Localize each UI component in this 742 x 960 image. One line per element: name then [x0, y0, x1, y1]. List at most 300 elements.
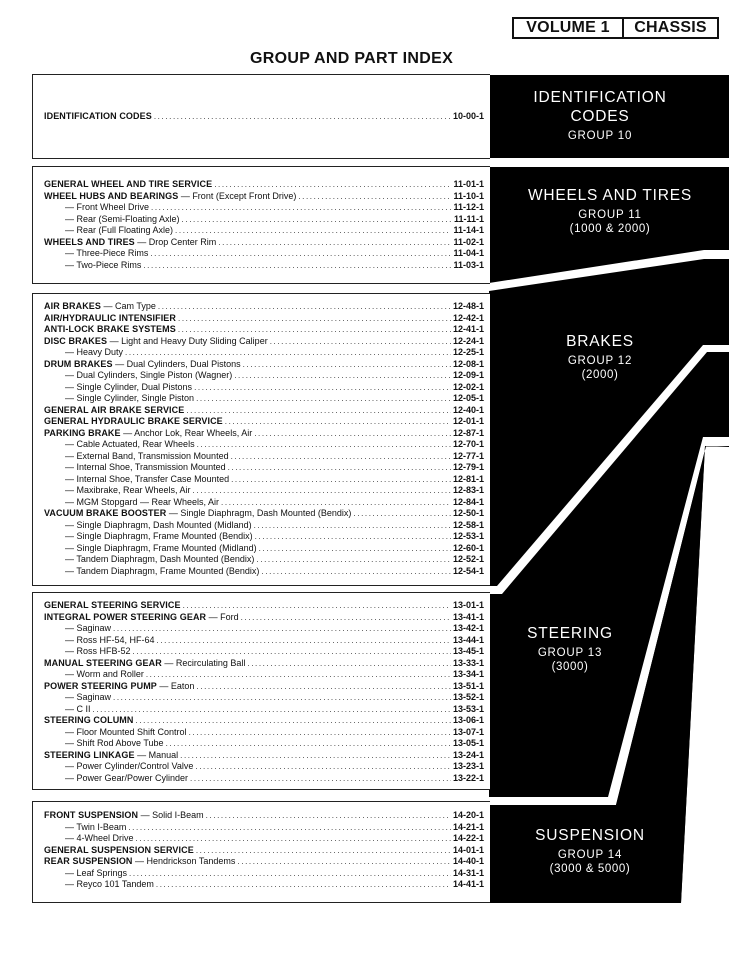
index-entry [44, 347, 484, 359]
entry-title [44, 451, 229, 463]
page-reference: 12-09-1 [452, 370, 484, 380]
page-reference: 13-34-1 [452, 669, 484, 679]
page-reference: 13-06-1 [452, 715, 484, 725]
entry-title [44, 658, 245, 670]
tab-title: BRAKES [566, 333, 634, 350]
index-entry [44, 566, 484, 578]
dot-leader [186, 405, 451, 417]
entry-subtopic: — Dual Cylinders, Dual Pistons [112, 358, 241, 369]
index-entry [44, 715, 484, 727]
entry-title [44, 324, 176, 336]
dot-leader [231, 474, 451, 486]
page-reference: 13-05-1 [452, 738, 484, 748]
page-reference: 14-22-1 [452, 833, 484, 843]
entry-title [44, 237, 216, 249]
entry-topic: GENERAL HYDRAULIC BRAKE SERVICE [44, 416, 223, 426]
dot-leader [178, 324, 451, 336]
entry-title [44, 248, 148, 260]
entry-title [44, 202, 149, 214]
tab-group-number: GROUP 10 [567, 130, 633, 142]
dot-leader [214, 179, 451, 191]
entry-topic: REAR SUSPENSION [44, 856, 133, 866]
entry-title [44, 474, 229, 486]
dot-leader [128, 822, 451, 834]
dot-leader [129, 868, 451, 880]
dot-leader [259, 543, 451, 555]
index-entry [44, 474, 484, 486]
dot-leader [221, 497, 451, 509]
index-entry [44, 497, 484, 509]
entry-topic: VACUUM BRAKE BOOSTER [44, 508, 167, 518]
index-entry [44, 531, 484, 543]
entry-title [44, 681, 194, 693]
entry-title [44, 191, 296, 203]
entry-subtopic: — Single Cylinder, Dual Pistons [65, 381, 193, 392]
entry-topic: AIR/HYDRAULIC INTENSIFIER [44, 312, 177, 323]
entry-title [44, 715, 134, 727]
group-13-index-box [32, 592, 490, 790]
page-reference: 13-22-1 [452, 772, 484, 783]
dot-leader [136, 833, 451, 845]
dot-leader [228, 462, 451, 474]
page-reference: 11-04-1 [453, 248, 484, 258]
entry-topic: MANUAL STEERING GEAR [44, 657, 162, 668]
dot-leader [143, 260, 451, 272]
dot-leader [166, 738, 451, 750]
entry-title [44, 301, 156, 313]
entry-title [44, 370, 232, 382]
entry-title [44, 822, 126, 834]
dot-leader [353, 508, 451, 520]
group-11-index-box [32, 166, 490, 284]
entry-title [44, 600, 181, 612]
index-entry [44, 543, 484, 555]
entry-subtopic: — Single Diaphragm, Frame Mounted (Bendix) [65, 531, 253, 541]
dot-leader [157, 635, 451, 647]
dot-leader [231, 451, 451, 463]
page-reference: 12-01-1 [452, 416, 484, 426]
dot-leader [93, 704, 451, 716]
entry-title [44, 416, 223, 428]
dot-leader [196, 681, 451, 693]
dot-leader [197, 439, 451, 451]
group-12-entries [44, 301, 484, 577]
page-reference: 13-01-1 [452, 600, 484, 610]
entry-title [44, 214, 180, 226]
entry-subtopic: — 4-Wheel Drive [65, 833, 134, 843]
dot-leader [113, 623, 451, 635]
section-label: CHASSIS [634, 19, 707, 36]
tab-series: (3000 & 5000) [549, 863, 631, 875]
entry-title [44, 845, 194, 857]
entry-title [44, 868, 127, 880]
entry-subtopic: — Maxibrake, Rear Wheels, Air [65, 485, 191, 495]
tab-title: WHEELS AND TIRES [527, 187, 693, 204]
dot-leader [298, 191, 451, 203]
dot-leader [154, 111, 451, 123]
page-reference: 13-52-1 [452, 692, 484, 702]
entry-title [44, 382, 192, 394]
page-reference: 12-48-1 [452, 301, 484, 311]
index-entry [44, 237, 484, 249]
dot-leader [196, 393, 451, 405]
entry-title [44, 347, 123, 359]
tab-group-number: GROUP 14 [557, 849, 623, 861]
index-entry [44, 248, 484, 260]
index-entry [44, 405, 484, 417]
index-entry [44, 623, 484, 635]
page-reference: 12-40-1 [452, 404, 484, 415]
entry-title [44, 669, 144, 681]
entry-topic: DISC BRAKES [44, 335, 108, 346]
entry-topic: POWER STEERING PUMP [44, 680, 157, 691]
dot-leader [189, 727, 451, 739]
index-entry [44, 382, 484, 394]
index-entry [44, 485, 484, 497]
page-reference: 13-24-1 [452, 749, 484, 760]
index-entry [44, 727, 484, 739]
group-12-tab-label [490, 332, 710, 382]
index-entry [44, 635, 484, 647]
entry-title [44, 727, 187, 739]
entry-title [44, 531, 253, 543]
dot-leader [136, 715, 451, 727]
dot-leader [175, 225, 451, 237]
entry-subtopic: — Rear (Semi-Floating Axle) [65, 213, 180, 224]
dot-leader [194, 382, 451, 394]
page-reference: 11-14-1 [453, 225, 484, 235]
page-reference: 12-70-1 [452, 439, 484, 449]
dot-leader [247, 658, 451, 670]
page-reference: 13-42-1 [452, 623, 484, 633]
index-entry [44, 202, 484, 214]
entry-topic: INTEGRAL POWER STEERING GEAR [44, 611, 207, 622]
page-reference: 14-41-1 [452, 879, 484, 889]
page-reference: 11-02-1 [453, 236, 484, 247]
index-entry [44, 773, 484, 785]
entry-topic: STEERING COLUMN [44, 715, 134, 725]
page-reference: 14-21-1 [452, 821, 484, 832]
tab-group-number: GROUP 11 [578, 209, 642, 221]
entry-title [44, 393, 194, 405]
group-13-entries [44, 600, 484, 784]
entry-title [44, 439, 195, 451]
entry-topic: STEERING LINKAGE [44, 749, 135, 760]
index-entry [44, 761, 484, 773]
entry-title [44, 623, 111, 635]
dot-leader [190, 773, 451, 785]
page-reference: 12-24-1 [452, 335, 484, 346]
page-reference: 12-53-1 [452, 531, 484, 541]
group-14-tab-label [505, 826, 675, 876]
entry-title [44, 750, 178, 762]
group-14-index-box [32, 801, 490, 903]
dot-leader [241, 612, 451, 624]
dot-leader [151, 202, 451, 214]
index-entry [44, 692, 484, 704]
dot-leader [225, 416, 451, 428]
entry-subtopic: — Front Wheel Drive [65, 202, 150, 212]
dot-leader [156, 879, 451, 891]
entry-subtopic: — Single Diaphragm, Dash Mounted (Bendix) [166, 508, 352, 518]
entry-topic: AIR BRAKES [44, 301, 102, 311]
page-reference: 12-83-1 [452, 485, 484, 495]
page-reference: 12-05-1 [452, 393, 484, 403]
entry-subtopic: — Single Cylinder, Single Piston [65, 393, 195, 403]
page-reference: 12-79-1 [452, 462, 484, 472]
index-entry [44, 658, 484, 670]
index-entry [44, 520, 484, 532]
entry-topic: GENERAL WHEEL AND TIRE SERVICE [44, 179, 213, 189]
entry-title [44, 179, 212, 191]
tab-group-number: GROUP 13 [537, 647, 603, 659]
entry-subtopic: — Ross HF-54, HF-64 [65, 634, 155, 645]
index-entry [44, 750, 484, 762]
entry-title [44, 111, 152, 123]
entry-title [44, 646, 131, 658]
index-entry [44, 179, 484, 191]
index-entry [44, 214, 484, 226]
page-reference: 12-77-1 [452, 450, 484, 461]
dot-leader [150, 248, 451, 260]
entry-subtopic: — Shift Rod Above Tube [65, 738, 164, 748]
dot-leader [234, 370, 451, 382]
entry-title [44, 856, 235, 868]
entry-subtopic: — Light and Heavy Duty Sliding Caliper [107, 335, 268, 346]
entry-topic: GENERAL SUSPENSION SERVICE [44, 844, 194, 855]
dot-leader [158, 301, 451, 313]
entry-topic: GENERAL STEERING SERVICE [44, 600, 181, 610]
index-entry [44, 738, 484, 750]
page-reference: 14-20-1 [452, 810, 484, 820]
entry-title [44, 225, 173, 237]
dot-leader [133, 646, 451, 658]
dot-leader [255, 531, 451, 543]
dot-leader [195, 761, 451, 773]
dot-leader [178, 313, 451, 325]
dot-leader [237, 856, 451, 868]
index-entry [44, 462, 484, 474]
group-12-index-box [32, 293, 490, 586]
entry-topic: DRUM BRAKES [44, 358, 113, 369]
entry-subtopic: — Worm and Roller [65, 669, 144, 679]
entry-subtopic: — Recirculating Ball [161, 657, 246, 668]
group-11-tab-label [499, 186, 721, 236]
index-entry [44, 856, 484, 868]
entry-title [44, 566, 259, 578]
entry-subtopic: — Leaf Springs [65, 867, 128, 878]
index-entry [44, 428, 484, 440]
dot-leader [254, 428, 451, 440]
entry-subtopic: — Ross HFB-52 [65, 646, 131, 656]
page-reference: 13-53-1 [452, 703, 484, 714]
group-13-tab-label [495, 624, 645, 674]
page-reference: 14-01-1 [452, 844, 484, 855]
page-reference: 13-23-1 [452, 761, 484, 771]
entry-title [44, 692, 111, 704]
page-reference: 13-44-1 [452, 634, 484, 645]
entry-title [44, 508, 351, 520]
entry-subtopic: — Saginaw [65, 623, 112, 633]
page-reference: 10-00-1 [452, 111, 484, 121]
index-entry [44, 313, 484, 325]
entry-subtopic: — Single Diaphragm, Frame Mounted (Midland) [65, 542, 257, 553]
page-reference: 11-11-1 [453, 213, 484, 224]
page-reference: 12-52-1 [452, 554, 484, 564]
entry-title [44, 497, 219, 509]
dot-leader [218, 237, 451, 249]
group-10-tab-label [489, 88, 711, 143]
dot-leader [206, 810, 451, 822]
entry-subtopic: — Floor Mounted Shift Control [65, 726, 187, 737]
dot-leader [125, 347, 451, 359]
entry-subtopic: — Drop Center Rim [134, 236, 217, 247]
index-entry [44, 111, 484, 123]
index-entry [44, 554, 484, 566]
page-reference: 12-08-1 [452, 358, 484, 369]
index-entry [44, 868, 484, 880]
tab-series: (3000) [551, 661, 589, 673]
entry-title [44, 704, 91, 716]
entry-title [44, 313, 176, 325]
index-entry [44, 879, 484, 891]
page-reference: 11-12-1 [453, 202, 484, 212]
index-entry [44, 822, 484, 834]
dot-leader [183, 600, 451, 612]
entry-title [44, 554, 254, 566]
entry-topic: WHEEL HUBS AND BEARINGS [44, 190, 179, 201]
entry-subtopic: — Reyco 101 Tandem [65, 879, 154, 889]
entry-subtopic: — Cam Type [101, 301, 156, 311]
entry-subtopic: — Power Gear/Power Cylinder [65, 772, 189, 783]
tab-title: SUSPENSION [535, 827, 645, 844]
entry-subtopic: — Eaton [156, 680, 195, 691]
dot-leader [196, 845, 451, 857]
entry-title [44, 773, 188, 785]
index-entry [44, 704, 484, 716]
entry-subtopic: — Cable Actuated, Rear Wheels [65, 439, 195, 449]
page-reference: 13-41-1 [452, 611, 484, 622]
entry-subtopic: — C II [65, 703, 91, 714]
page-reference: 12-84-1 [452, 496, 484, 507]
dot-leader [270, 336, 451, 348]
entry-subtopic: — Tandem Diaphragm, Frame Mounted (Bendix) [65, 565, 260, 576]
entry-title [44, 612, 239, 624]
entry-title [44, 520, 252, 532]
entry-subtopic: — Two-Piece Rims [65, 259, 142, 270]
entry-subtopic: — Twin I-Beam [65, 821, 127, 832]
entry-subtopic: — External Band, Transmission Mounted [65, 450, 229, 461]
entry-subtopic: — Tandem Diaphragm, Dash Mounted (Bendix) [65, 554, 255, 564]
tab-title-line-2: CODES [570, 108, 630, 125]
index-entry [44, 336, 484, 348]
entry-subtopic: — Ford [206, 611, 239, 622]
page-reference: 14-31-1 [452, 867, 484, 878]
dot-leader [193, 485, 451, 497]
entry-subtopic: — Hendrickson Tandems [132, 856, 236, 866]
group-10-entries [44, 111, 484, 123]
index-entry [44, 393, 484, 405]
index-entry [44, 416, 484, 428]
entry-title [44, 810, 204, 822]
index-entry [44, 646, 484, 658]
entry-subtopic: — Front (Except Front Drive) [178, 190, 297, 201]
entry-title [44, 336, 268, 348]
entry-title [44, 462, 226, 474]
dot-leader [243, 359, 451, 371]
entry-subtopic: — MGM Stopgard — Rear Wheels, Air [65, 496, 220, 507]
entry-subtopic: — Internal Shoe, Transmission Mounted [65, 462, 226, 472]
page-reference: 12-42-1 [452, 312, 484, 323]
entry-topic: PARKING BRAKE [44, 427, 121, 438]
dot-leader [113, 692, 451, 704]
group-10-index-box [32, 74, 490, 159]
tab-title: STEERING [527, 625, 613, 642]
page-reference: 12-87-1 [452, 427, 484, 438]
page-reference: 12-81-1 [452, 473, 484, 484]
dot-leader [182, 214, 452, 226]
page-reference: 14-40-1 [452, 856, 484, 866]
entry-subtopic: — Power Cylinder/Control Valve [65, 761, 194, 771]
entry-title [44, 359, 241, 371]
page-reference: 12-02-1 [452, 381, 484, 392]
entry-title [44, 738, 164, 750]
page-reference: 11-01-1 [453, 179, 484, 189]
entry-title [44, 260, 141, 272]
index-entry [44, 225, 484, 237]
entry-subtopic: — Single Diaphragm, Dash Mounted (Midland) [65, 519, 252, 530]
entry-title [44, 543, 257, 555]
page-reference: 13-33-1 [452, 657, 484, 668]
entry-title [44, 405, 184, 417]
page-reference: 12-58-1 [452, 519, 484, 530]
volume-label: VOLUME 1 [514, 19, 624, 37]
index-entry [44, 669, 484, 681]
entry-topic: GENERAL AIR BRAKE SERVICE [44, 404, 185, 415]
index-entry [44, 833, 484, 845]
page-reference: 13-45-1 [452, 646, 484, 656]
tab-group-number: GROUP 12 [567, 355, 633, 367]
index-entry [44, 681, 484, 693]
page-reference: 13-51-1 [452, 680, 484, 691]
index-entry [44, 260, 484, 272]
page-reference: 13-07-1 [452, 726, 484, 737]
entry-title [44, 879, 154, 891]
index-entry [44, 845, 484, 857]
entry-subtopic: — Rear (Full Floating Axle) [65, 225, 174, 235]
index-entry [44, 451, 484, 463]
index-entry [44, 612, 484, 624]
tab-series: (2000) [581, 369, 619, 381]
page-reference: 12-25-1 [452, 347, 484, 357]
dot-leader [254, 520, 451, 532]
entry-subtopic: — Saginaw [65, 692, 112, 702]
entry-subtopic: — Heavy Duty [65, 347, 124, 357]
entry-subtopic: — Solid I-Beam [138, 810, 204, 820]
entry-title [44, 761, 193, 773]
page-title: GROUP AND PART INDEX [250, 50, 454, 67]
index-entry [44, 600, 484, 612]
entry-title [44, 428, 252, 440]
page-reference: 11-10-1 [453, 190, 484, 201]
entry-subtopic: — Manual [134, 749, 179, 760]
index-entry [44, 439, 484, 451]
entry-subtopic: — Three-Piece Rims [65, 248, 149, 258]
entry-title [44, 635, 155, 647]
dot-leader [256, 554, 451, 566]
dot-leader [180, 750, 451, 762]
index-entry [44, 301, 484, 313]
